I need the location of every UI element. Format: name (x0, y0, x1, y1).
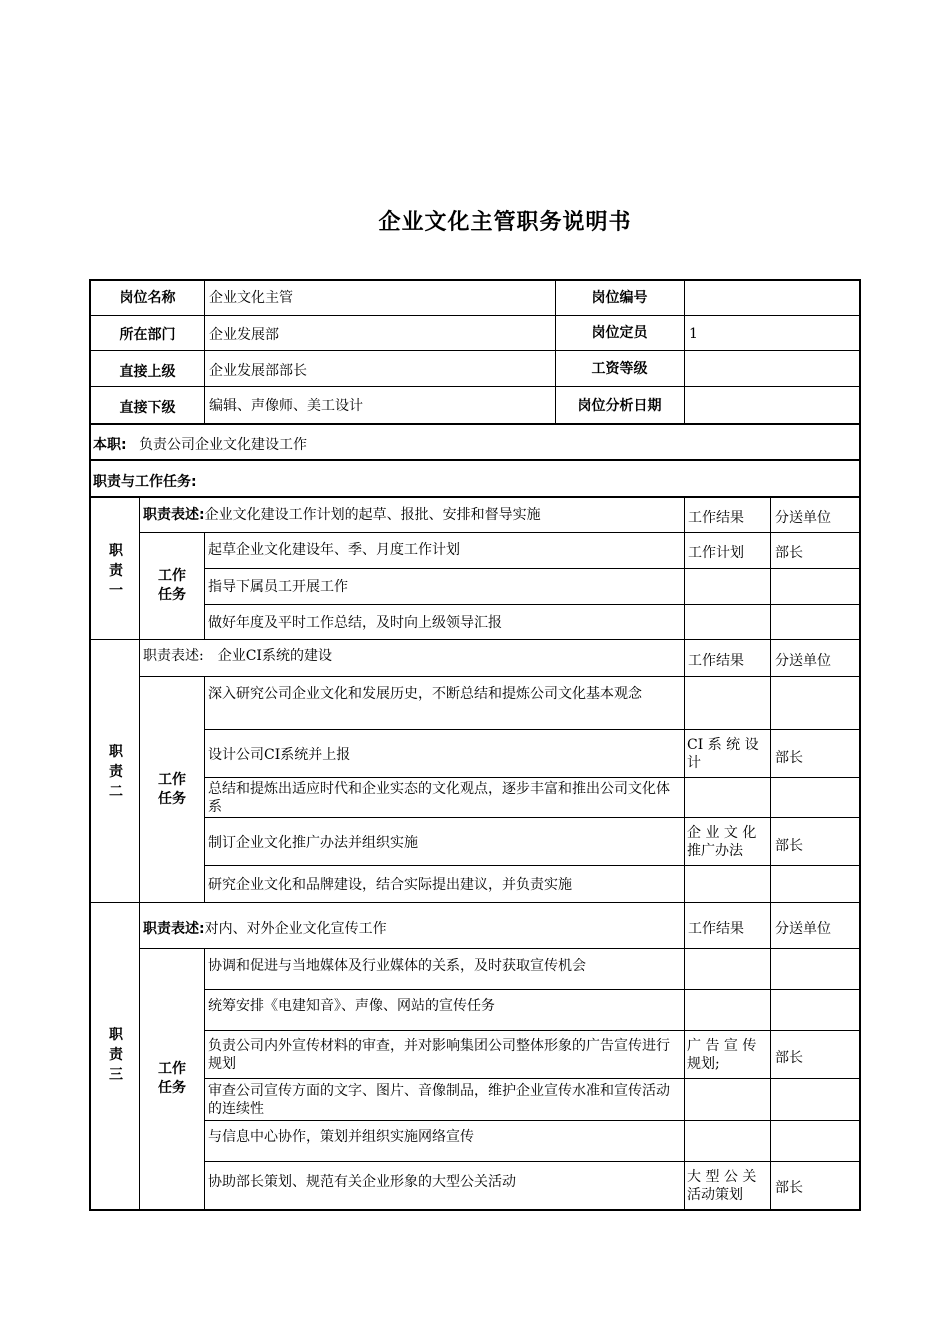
duty-2-task-4-dist: 部长 (775, 838, 803, 854)
duty-2-result-header: 工作结果 (688, 653, 744, 669)
duty-3-task-3: 负责公司内外宣传材料的审查，并对影响集团公司整体形象的广告宣传进行规划 (208, 1038, 670, 1072)
duty-2-task-1: 深入研究公司企业文化和发展历史，不断总结和提炼公司文化基本观念 (208, 686, 642, 702)
duty-3-task-1: 协调和促进与当地媒体及行业媒体的关系，及时获取宣传机会 (208, 958, 586, 974)
duty-1-task-label: 工作 任务 (158, 568, 186, 603)
duty-3-task-3-dist: 部长 (775, 1050, 803, 1066)
headcount-value: 1 (689, 326, 698, 342)
duty-2-task-2-dist: 部长 (775, 750, 803, 766)
duty-3-dist-header: 分送单位 (775, 921, 831, 937)
duty-1-dist-header: 分送单位 (775, 510, 831, 526)
superior-value: 企业发展部部长 (209, 363, 307, 379)
duty-2-task-2: 设计公司CI系统并上报 (208, 747, 351, 763)
department-label: 所在部门 (119, 327, 176, 343)
duty-2-description: 职责表述: 企业CI系统的建设 (143, 648, 332, 664)
main-duty-label: 本职: (93, 437, 127, 453)
duty-3-task-label: 工作 任务 (158, 1061, 186, 1096)
duty-3-task-6: 协助部长策划、规范有关企业形象的大型公关活动 (208, 1174, 516, 1190)
duty-3-task-2: 统筹安排《电建知音》、声像、网站的宣传任务 (208, 998, 495, 1014)
main-duty-text: 负责公司企业文化建设工作 (139, 437, 308, 453)
subordinate-label: 直接下级 (119, 400, 176, 416)
duty-2-dist-header: 分送单位 (775, 653, 831, 669)
superior-label: 直接上级 (119, 364, 176, 380)
position-name-value: 企业文化主管 (209, 290, 293, 306)
duties-header: 职责与工作任务: (93, 474, 197, 490)
headcount-label: 岗位定员 (591, 325, 648, 341)
duty-2-task-5: 研究企业文化和品牌建设，结合实际提出建议，并负责实施 (208, 877, 572, 893)
duty-2-task-3: 总结和提炼出适应时代和企业实态的文化观点，逐步丰富和推出公司文化体系 (208, 781, 670, 815)
duty-1-task-1-dist: 部长 (775, 545, 803, 561)
department-value: 企业发展部 (209, 327, 279, 343)
duty-1-task-1: 起草企业文化建设年、季、月度工作计划 (208, 542, 460, 558)
duty-1-task-2: 指导下属员工开展工作 (208, 579, 348, 595)
duty-3-task-6-result: 大 型 公 关活动策划 (687, 1169, 757, 1203)
duty-3-description: 职责表述:对内、对外企业文化宣传工作 (143, 921, 387, 937)
duty-3-task-3-result: 广 告 宣 传规划; (687, 1038, 757, 1072)
subordinate-value: 编辑、声像师、美工设计 (209, 398, 363, 414)
analysis-date-label: 岗位分析日期 (577, 398, 662, 414)
duty-3-label: 职 责 三 (109, 1027, 123, 1083)
duty-2-task-label: 工作 任务 (158, 772, 186, 807)
main-duty-row (93, 436, 853, 454)
duty-2-task-4-result: 企 业 文 化推广办法 (687, 825, 757, 859)
duty-1-description: 职责表述:企业文化建设工作计划的起草、报批、安排和督导实施 (143, 507, 541, 523)
duty-3-result-header: 工作结果 (688, 921, 744, 937)
duty-1-task-1-result: 工作计划 (688, 545, 744, 561)
duty-1-task-3: 做好年度及平时工作总结，及时向上级领导汇报 (208, 615, 502, 631)
page-title: 企业文化主管职务说明书 (378, 210, 632, 235)
job-description-table (89, 279, 861, 1211)
duty-2-task-2-result: CI 系 统 设计 (687, 737, 759, 771)
position-name-label: 岗位名称 (119, 290, 176, 306)
duty-3-task-6-dist: 部长 (775, 1180, 803, 1196)
duty-2-label: 职 责 二 (109, 744, 123, 800)
duty-3-task-4: 审查公司宣传方面的文字、图片、音像制品，维护企业宣传水准和宣传活动的连续性 (208, 1083, 670, 1117)
duty-3-task-5: 与信息中心协作，策划并组织实施网络宣传 (208, 1129, 474, 1145)
salary-grade-label: 工资等级 (591, 361, 648, 377)
duty-2-task-4: 制订企业文化推广办法并组织实施 (208, 835, 418, 851)
duty-1-label: 职 责 一 (109, 543, 123, 599)
position-code-label: 岗位编号 (591, 290, 648, 306)
duty-1-result-header: 工作结果 (688, 510, 744, 526)
